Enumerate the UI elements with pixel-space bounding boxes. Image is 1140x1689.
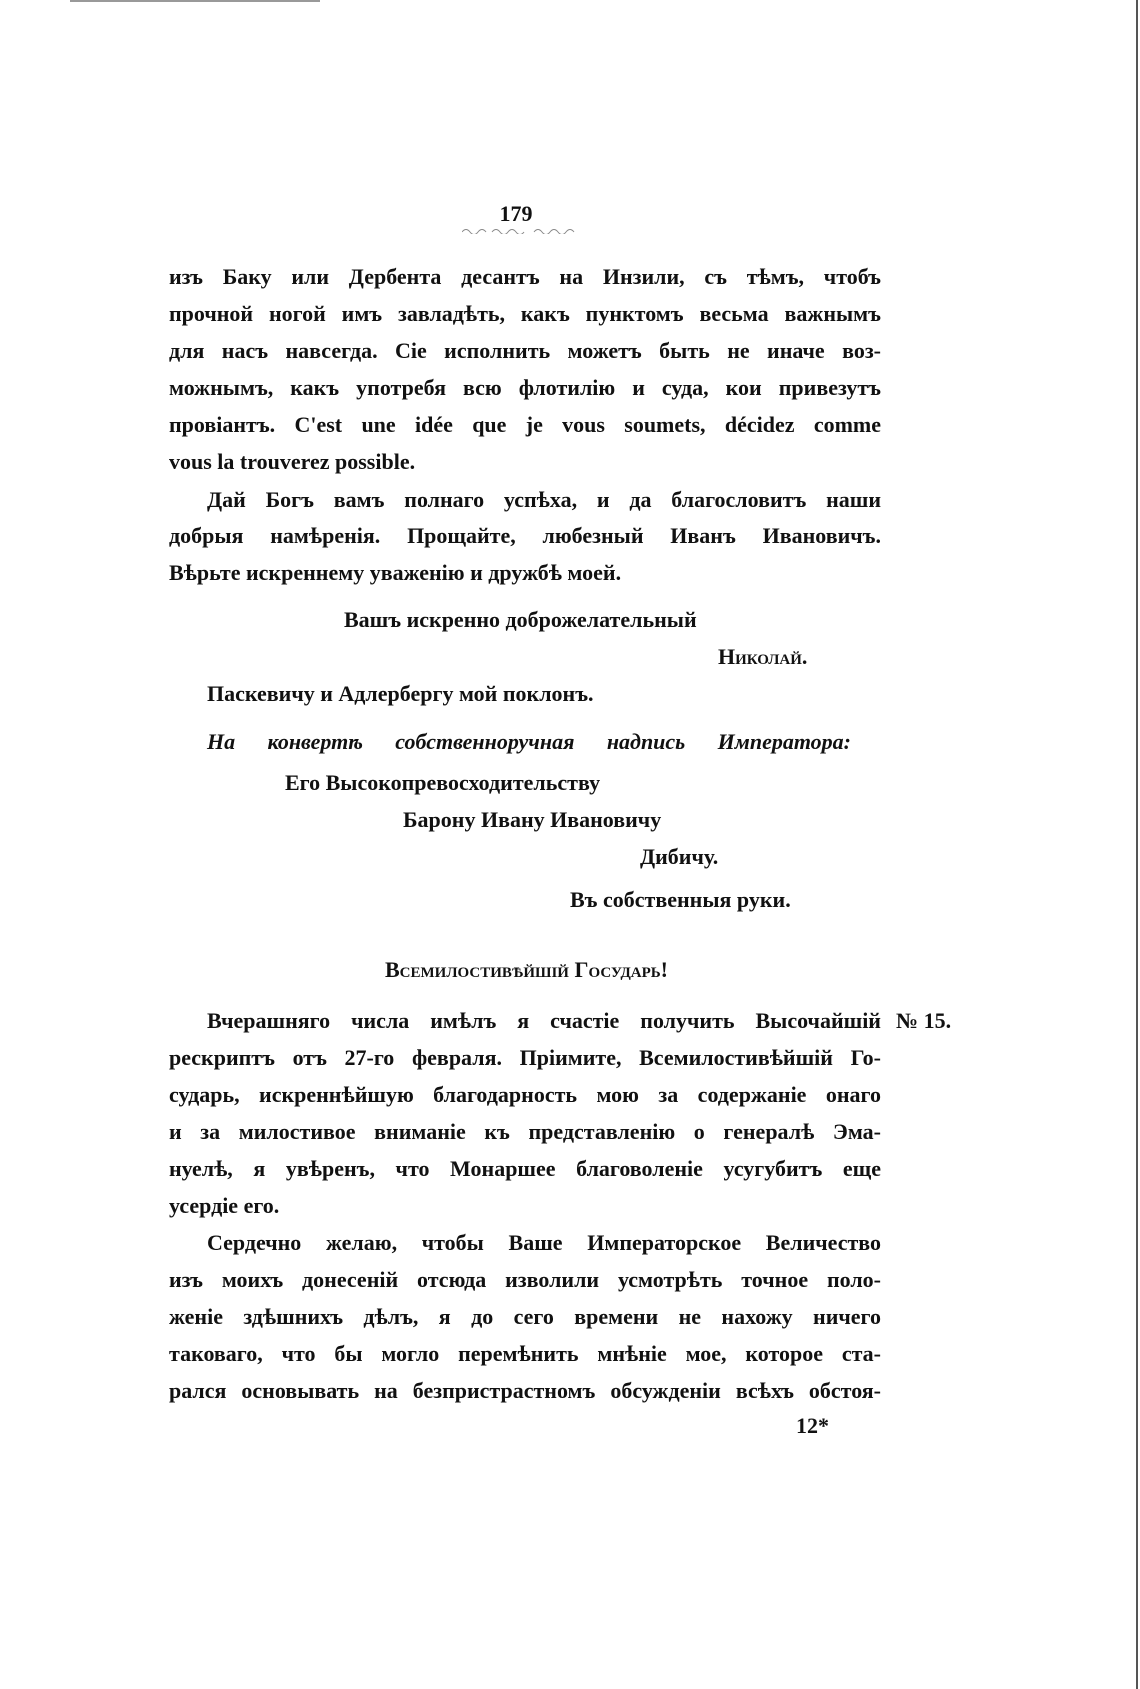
document-number: № 15. [896, 1008, 952, 1033]
text-line: провіантъ. C'est une idée que je vous soumets, décidez comme [169, 412, 881, 437]
signature-mark: 12* [796, 1413, 829, 1438]
text-line: таковаго, что бы могло перемѣнить мнѣніе мое, которое ста- [169, 1341, 881, 1366]
envelope-heading: На конвертѣ собственноручная надпись Императора: [207, 729, 851, 754]
text-line: изъ Баку или Дербента десантъ на Инзили, съ тѣмъ, чтобъ [169, 264, 881, 289]
text-line: Сердечно желаю, чтобы Ваше Императорское Величество [207, 1230, 881, 1255]
text-line: Дай Богъ вамъ полнаго успѣха, и да благословитъ наши [207, 487, 881, 512]
text-line: можнымъ, какъ употребя всю флотилію и суда, кои привезутъ [169, 375, 881, 400]
text-line: и за милостивое вниманіе къ представленію о генералѣ Эма- [169, 1119, 881, 1144]
text-line: рался основывать на безпристрастномъ обсужденіи всѣхъ обстоя- [169, 1378, 881, 1403]
letter-signature: Николай. [718, 644, 808, 669]
text-line: Вѣрьте искреннему уваженію и дружбѣ моей. [169, 560, 622, 585]
ornamental-rule [462, 226, 578, 234]
scan-edge-rule [1136, 0, 1138, 1689]
address-line: Его Высокопревосходительству [285, 770, 601, 795]
salutation: Всемилостивѣйшій Государь! [385, 957, 669, 982]
text-line: для насъ навсегда. Сіе исполнить можетъ быть не иначе воз- [169, 338, 881, 363]
text-line: прочной ногой имъ завладѣть, какъ пунктомъ весьма важнымъ [169, 301, 881, 326]
postscript: Паскевичу и Адлербергу мой поклонъ. [207, 681, 594, 706]
scan-edge-rule [70, 0, 320, 2]
text-line: рескриптъ отъ 27-го февраля. Пріимите, Всемилостивѣйшій Го- [169, 1045, 881, 1070]
address-line: Дибичу. [640, 844, 719, 869]
text-line: Вчерашняго числа имѣлъ я счастіе получить Высочайшій [207, 1008, 881, 1033]
text-line: усердіе его. [169, 1193, 280, 1218]
letter-closing: Вашъ искренно доброжелательный [344, 607, 697, 632]
text-line: женіе здѣшнихъ дѣлъ, я до сего времени не нахожу ничего [169, 1304, 881, 1329]
text-line: изъ моихъ донесеній отсюда изволили усмотрѣть точное поло- [169, 1267, 881, 1292]
address-line: Въ собственныя руки. [570, 887, 791, 912]
text-line: нуелѣ, я увѣренъ, что Монаршее благоволеніе усугубитъ еще [169, 1156, 881, 1181]
text-line: vous la trouverez possible. [169, 449, 416, 474]
text-line: сударь, искреннѣйшую благодарность мою за содержаніе онаго [169, 1082, 881, 1107]
page-number: 179 [499, 201, 533, 226]
address-line: Барону Ивану Ивановичу [403, 807, 662, 832]
text-line: добрыя намѣренія. Прощайте, любезный Иванъ Ивановичъ. [169, 523, 881, 548]
